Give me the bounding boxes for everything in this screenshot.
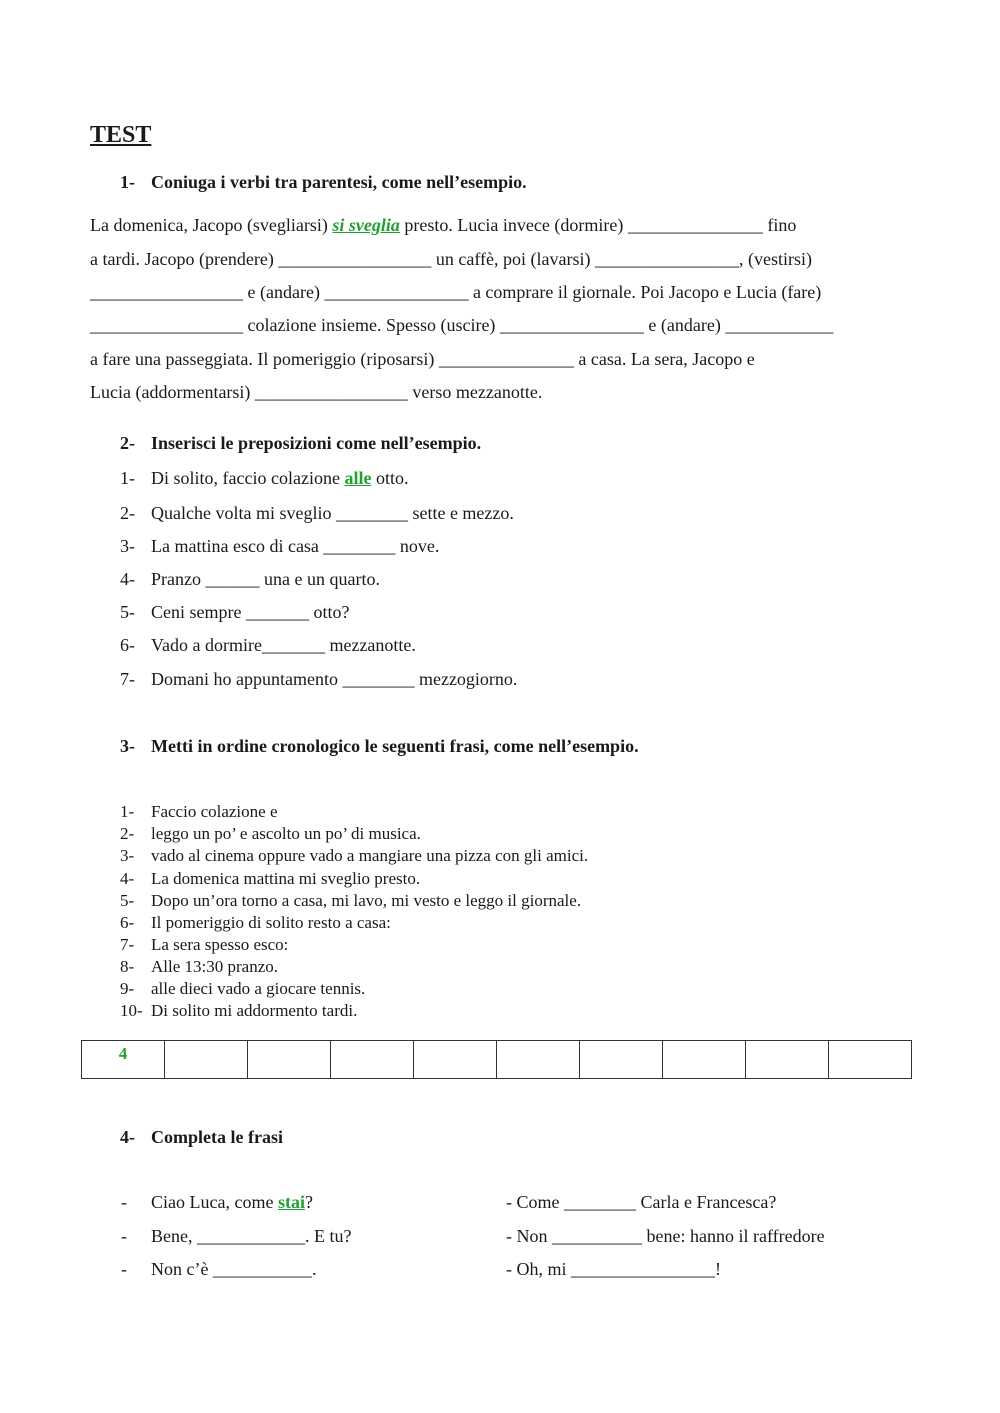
dialog-line: Bene, ____________. E tu?	[151, 1226, 352, 1246]
list-item: alle dieci vado a giocare tennis.	[151, 979, 366, 998]
section4-title: Completa le frasi	[151, 1127, 283, 1147]
section1-line: Lucia (addormentarsi) _________________ verso mezzanotte.	[90, 382, 543, 402]
section2-number: 2-	[120, 433, 135, 453]
section1-line-text: presto. Lucia invece (dormire) _______________ fino	[404, 215, 797, 235]
section2-title: Inserisci le preposizioni come nell’esempio.	[151, 433, 482, 453]
answer-cell[interactable]	[165, 1041, 248, 1079]
list-item-number: 5-	[120, 891, 135, 910]
dialog-line-text: ?	[304, 1192, 313, 1212]
answer-cell[interactable]	[331, 1041, 414, 1079]
page-title: TEST	[90, 122, 152, 148]
list-item-number: 6-	[120, 635, 135, 655]
list-item: leggo un po’ e ascolto un po’ di musica.	[151, 824, 421, 843]
answer-cell[interactable]	[829, 1041, 912, 1079]
section1-number: 1-	[120, 172, 135, 192]
section3-title: Metti in ordine cronologico le seguenti frasi, come nell’esempio.	[151, 736, 639, 756]
section4-number: 4-	[120, 1127, 135, 1147]
answer-cell[interactable]: 4	[82, 1041, 165, 1079]
list-item-text: Di solito, faccio colazione	[151, 468, 345, 488]
list-item-text: otto.	[375, 468, 409, 488]
list-item-number: 9-	[120, 979, 135, 998]
example-answer: stai	[277, 1192, 305, 1212]
list-item-number: 2-	[120, 503, 135, 523]
section1-line	[90, 215, 796, 236]
table-row	[82, 1041, 912, 1079]
list-item-number: 7-	[120, 669, 135, 689]
list-item-number: 1-	[120, 468, 135, 488]
list-item-number: 3-	[120, 846, 135, 865]
order-answer-table	[81, 1040, 912, 1079]
section3-number: 3-	[120, 736, 135, 756]
section1-line: a tardi. Jacopo (prendere) _________________ un caffè, poi (lavarsi) ________________, (vestirsi)	[90, 249, 812, 269]
list-item: vado al cinema oppure vado a mangiare una pizza con gli amici.	[151, 846, 589, 865]
answer-cell[interactable]	[663, 1041, 746, 1079]
dialog-line: - Oh, mi ________________!	[506, 1259, 721, 1279]
answer-cell[interactable]	[414, 1041, 497, 1079]
list-item: Dopo un’ora torno a casa, mi lavo, mi vesto e leggo il giornale.	[151, 891, 582, 910]
list-item-number: 4-	[120, 869, 135, 888]
section1-title: Coniuga i verbi tra parentesi, come nell’esempio.	[151, 172, 527, 192]
list-item: Di solito mi addormento tardi.	[151, 1001, 358, 1020]
dialog-dash: -	[121, 1192, 127, 1212]
list-item-number: 8-	[120, 957, 135, 976]
list-item-number: 4-	[120, 569, 135, 589]
list-item	[151, 468, 408, 489]
list-item: Domani ho appuntamento ________ mezzogiorno.	[151, 669, 518, 689]
list-item: La mattina esco di casa ________ nove.	[151, 536, 440, 556]
answer-cell[interactable]	[497, 1041, 580, 1079]
answer-cell[interactable]	[746, 1041, 829, 1079]
list-item: La sera spesso esco:	[151, 935, 289, 954]
dialog-line: - Come ________ Carla e Francesca?	[506, 1192, 777, 1212]
list-item: La domenica mattina mi sveglio presto.	[151, 869, 421, 888]
answer-cell[interactable]	[580, 1041, 663, 1079]
dialog-dash: -	[121, 1226, 127, 1246]
dialog-line: - Non __________ bene: hanno il raffredore	[506, 1226, 825, 1246]
section1-line: _________________ colazione insieme. Spesso (uscire) ________________ e (andare) ____________	[90, 315, 834, 335]
list-item-number: 6-	[120, 913, 135, 932]
list-item: Vado a dormire_______ mezzanotte.	[151, 635, 416, 655]
section1-line: a fare una passeggiata. Il pomeriggio (riposarsi) _______________ a casa. La sera, Jacopo e	[90, 349, 755, 369]
dialog-line	[151, 1192, 313, 1213]
list-item: Qualche volta mi sveglio ________ sette e mezzo.	[151, 503, 514, 523]
dialog-dash: -	[121, 1259, 127, 1279]
list-item: Ceni sempre _______ otto?	[151, 602, 350, 622]
section1-line-text: La domenica, Jacopo (svegliarsi)	[90, 215, 333, 235]
dialog-line: Non c’è ___________.	[151, 1259, 317, 1279]
section1-line: _________________ e (andare) ________________ a comprare il giornale. Poi Jacopo e Lucia (fare)	[90, 282, 822, 302]
dialog-line-text: Ciao Luca, come	[151, 1192, 278, 1212]
list-item-number: 7-	[120, 935, 135, 954]
list-item: Il pomeriggio di solito resto a casa:	[151, 913, 391, 932]
list-item: Faccio colazione e	[151, 802, 278, 821]
list-item-number: 1-	[120, 802, 135, 821]
list-item-number: 2-	[120, 824, 135, 843]
list-item-number: 10-	[120, 1001, 143, 1020]
list-item-number: 3-	[120, 536, 135, 556]
list-item: Alle 13:30 pranzo.	[151, 957, 278, 976]
answer-cell[interactable]	[248, 1041, 331, 1079]
list-item: Pranzo ______ una e un quarto.	[151, 569, 380, 589]
example-answer: si sveglia	[332, 215, 400, 235]
list-item-number: 5-	[120, 602, 135, 622]
example-answer: alle	[344, 468, 372, 488]
